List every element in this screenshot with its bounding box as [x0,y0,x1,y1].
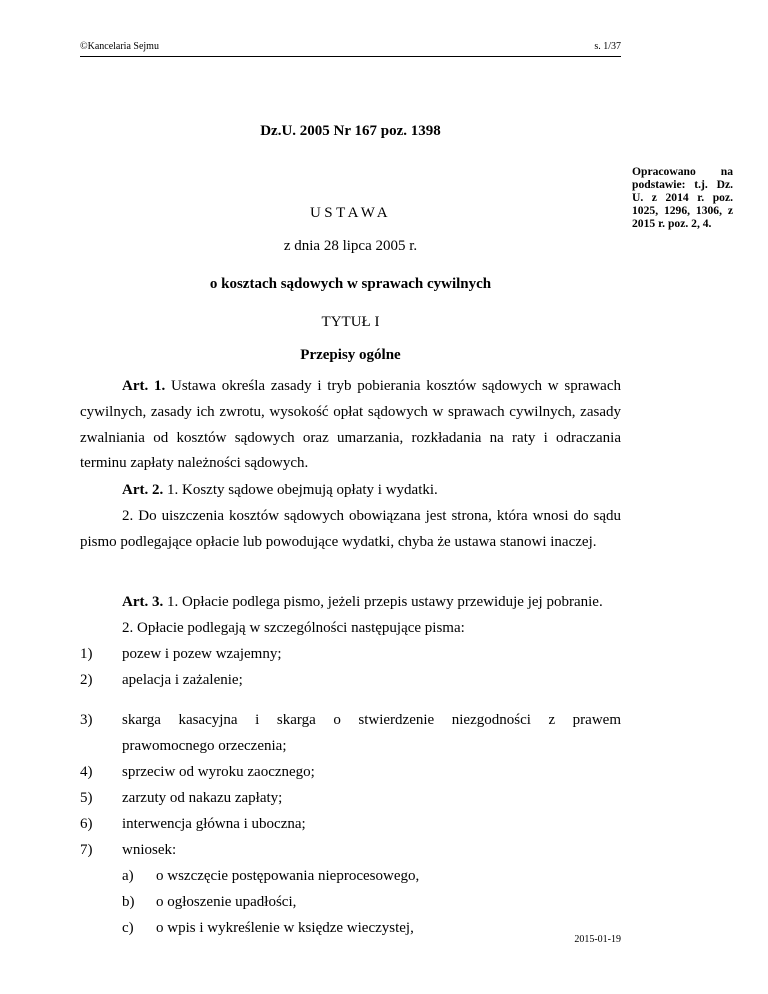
header-publisher: ©Kancelaria Sejmu [80,41,159,52]
header-divider [80,56,621,57]
act-title: USTAWA [309,205,392,221]
article-2-para-2: 2. Do uiszczenia kosztów sądowych obowiązana jest strona, która wnosi do sądu pismo podlegające opłacie lub powodujące wydatki, chyba że ustawa stanowi inaczej. [80,507,621,550]
footer-date: 2015-01-19 [574,934,621,945]
article-3 [80,590,621,642]
article-2-label: Art. 2. [122,482,164,498]
act-subject: o kosztach sądowych w sprawach cywilnych [209,276,492,292]
article-2-para-1: 1. Koszty sądowe obejmują opłaty i wydatki. [167,482,438,498]
article-1-text: Ustawa określa zasady i tryb pobierania kosztów sądowych w sprawach cywilnych, zasady ich zwrotu, wysokość opłat sądowych w sprawach cywilnych, zasady zwalniania od kosztów sądowych oraz umarzania, rozkładania na raty i odraczania terminu zapłaty należności sądowych. [80,378,621,472]
article-1 [80,374,621,477]
title-heading: TYTUŁ I [321,314,380,330]
journal-reference: Dz.U. 2005 Nr 167 poz. 1398 [260,123,441,139]
section-heading: Przepisy ogólne [300,347,401,363]
article-3-para-2: 2. Opłacie podlegają w szczególności następujące pisma: [122,619,465,636]
list-item: 3) skarga kasacyjna i skarga o stwierdzenie niezgodności z prawem prawomocnego orzeczenia; [80,712,621,754]
article-3-para-1: 1. Opłacie podlega pismo, jeżeli przepis ustawy przewiduje jej pobranie. [167,594,603,610]
act-date: z dnia 28 lipca 2005 r. [283,238,418,254]
page-number: s. 1/37 [594,41,621,52]
side-note: Opracowano na podstawie: t.j. Dz. U. z 2014 r. poz. 1025, 1296, 1306, z 2015 r. poz. 2, 4. [632,165,733,230]
article-3-label: Art. 3. [122,594,164,610]
article-2 [80,478,621,555]
article-1-label: Art. 1. [122,378,166,394]
